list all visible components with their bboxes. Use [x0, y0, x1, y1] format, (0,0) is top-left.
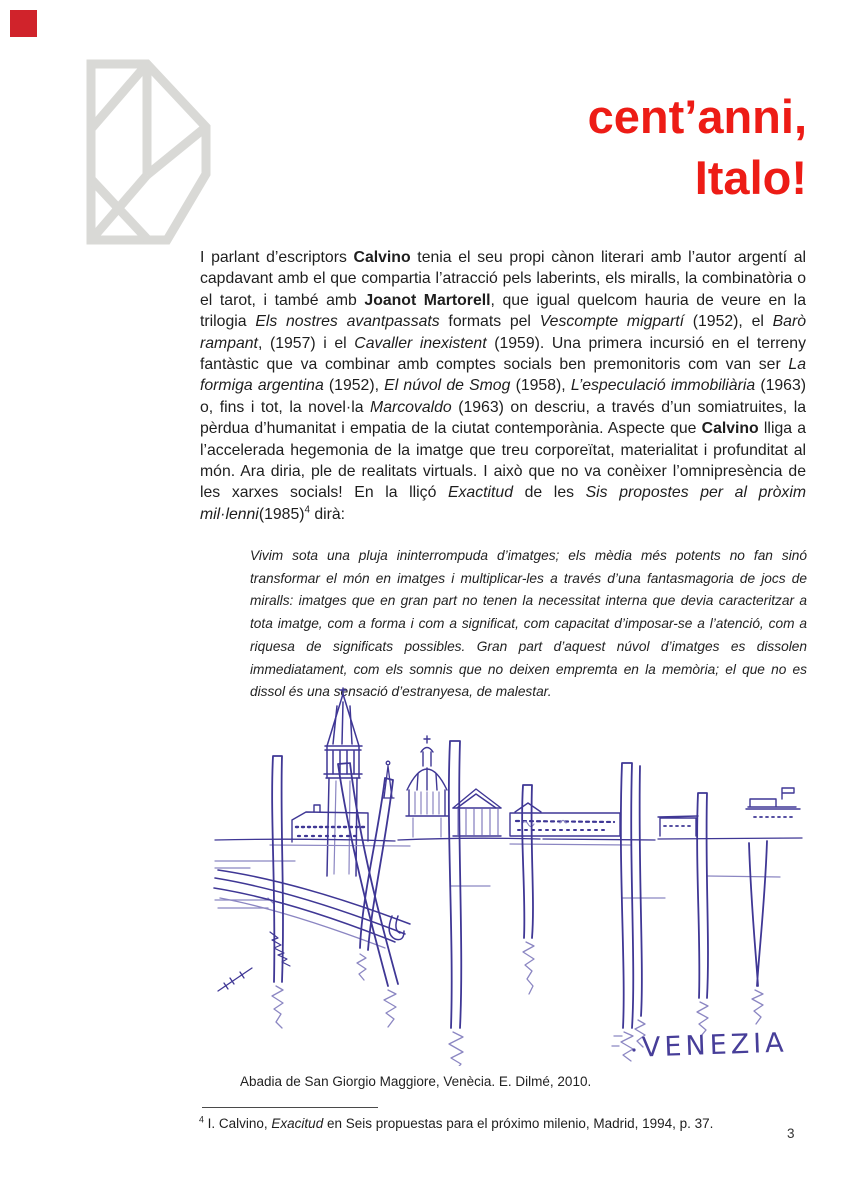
calvino-quote: Vivim sota una pluja ininterrompuda d’imatges; els mèdia més potents no fan sinó transformar el món en imatges i multiplicar-les a través d’una fantasmagoria de jocs de miralls: imatges que en gran part no tenen la necessitat interna que devia caracteritzar a tota imatge, com a forma i com a significat, com capacitat d’imposar-se a l’atenció, com a riquesa de significats possibles. Gran part d’aquest núvol d’imatges es dissolen immediatament, com els somnis que no deixen empremta en la memòria; el que no es dissol és una sensació d’estranyesa, de malestar.: [250, 548, 807, 700]
page-number: 3: [787, 1126, 795, 1141]
sketch-signature-text: VENEZIA: [641, 1027, 789, 1064]
red-corner-marker: [10, 10, 37, 37]
sketch-caption: Abadia de San Giorgio Maggiore, Venècia. E. Dilmé, 2010.: [240, 1074, 592, 1089]
footnote: $^4$ I. Calvino, Exacitud en Seis propuestas para el próximo milenio, Madrid, 1994, p. 37.: [199, 1114, 714, 1131]
article-title: [588, 86, 807, 208]
venice-sketch: [210, 686, 810, 1066]
article-paragraph: I parlant d’escriptors Calvino tenia el seu propi cànon literari amb l’autor argentí al capdavant amb el que compartia l’atracció pels laberints, els miralls, la combinatòria o el tarot, i també amb Joanot Martorell, que igual quelcom hauria de veure en la trilogia Els nostres avantpassats formats pel Vescompte migpartí (1952), el Barò rampant, (1957) i el Cavaller inexistent (1959). Una primera incursió en el terreny fantàstic que va combinar amb comptes socials ben premonitoris com van ser La formiga argentina (1952), El núvol de Smog (1958), L’especulació immobiliària (1963) o, fins i tot, la novel·la Marcovaldo (1963) on descriu, a través d’un somiatruites, la pèrdua d’humanitat i empatia de la ciutat contemporània. Aspecte que Calvino lliga a l’accelerada hegemonia de la imatge que treu corporeïtat, materialitat i profunditat al món. Ara diria, ple de realitats virtuals. I això que no va conèixer l’omnipresència de les xarxes socials! En la lliçó Exactitud de les Sis propostes per al pròxim $mil\cdot lenni(1985)^4$ dirà:: [200, 249, 807, 523]
article-title-line-2: Italo!: [694, 151, 807, 204]
article-title-line-1: cent’anni,: [587, 90, 807, 143]
coac-logo-icon: [85, 59, 211, 245]
footnote-separator: [202, 1107, 378, 1108]
